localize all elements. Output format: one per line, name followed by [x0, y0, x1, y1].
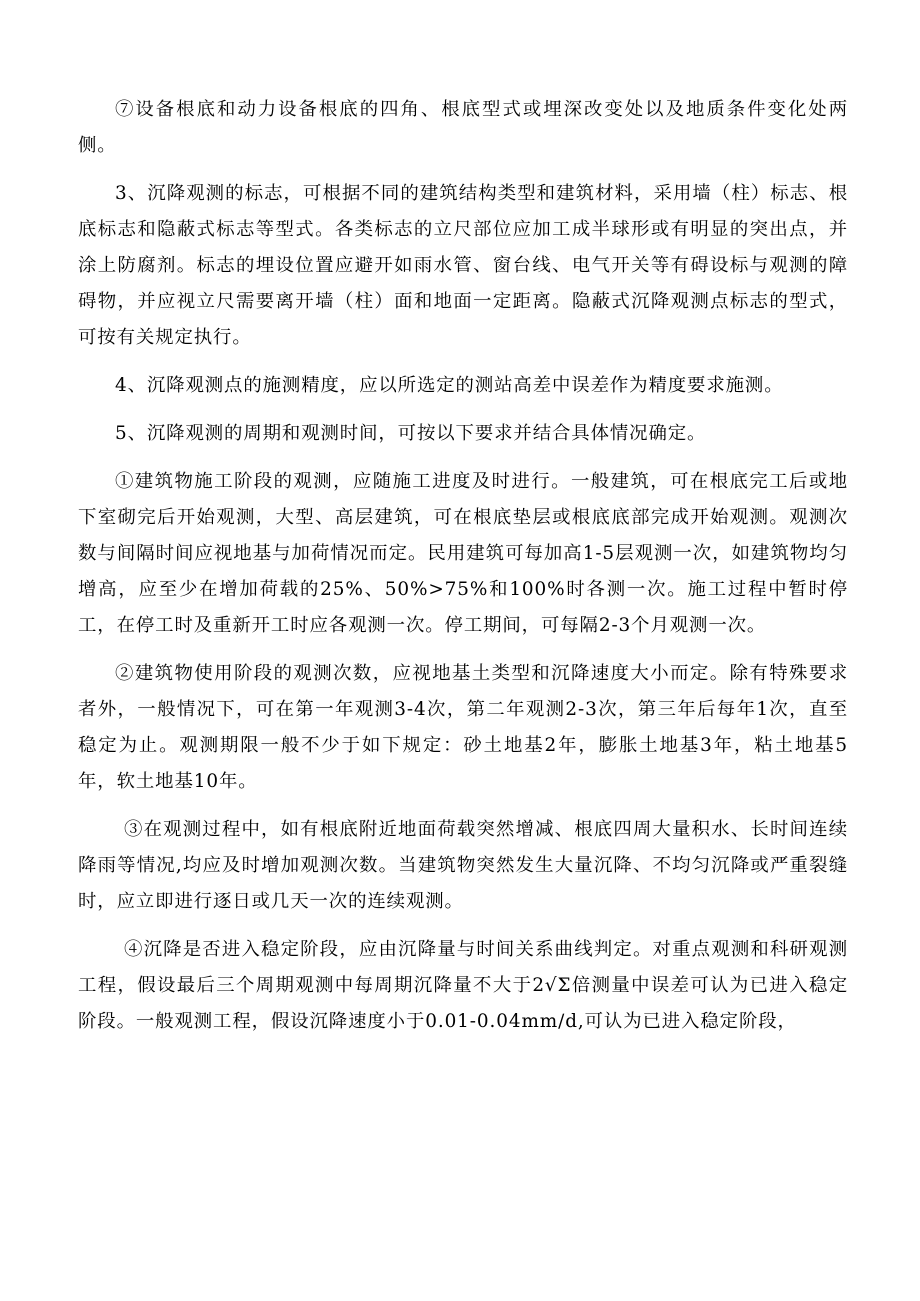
paragraph-observation-period: 5、沉降观测的周期和观测时间，可按以下要求并结合具体情况确定。 [115, 423, 707, 444]
paragraph-construction-stage: ①建筑物施工阶段的观测，应随施工进度及时进行。一般建筑，可在根底完工后或地下室砌完后开始观测，大型、高层建筑，可在根底垫层或根底底部完成开始观测。观测次数与间隔时间应视地基与加荷情况而定。民用建筑可每加高1-5层观测一次，如建筑物均匀增高，应至少在增加荷载的25%、50%>75%和100%时各测一次。施工过程中暂时停工，在停工时及重新开工时应各观测一次。停工期间，可每隔2-3个月观测一次。 [78, 471, 848, 636]
paragraph-measurement-precision: 4、沉降观测点的施测精度，应以所选定的测站高差中误差作为精度要求施测。 [115, 375, 784, 396]
paragraph-stability-judgement: ④沉降是否进入稳定阶段，应由沉降量与时间关系曲线判定。对重点观测和科研观测工程，假设最后三个周期观测中每周期沉降量不大于2√Σ倍测量中误差可认为已进入稳定阶段。一般观测工程，假设沉降速度小于0.01-0.04mm∕d,可认为已进入稳定阶段， [78, 939, 848, 1032]
paragraph-abnormal-conditions: ③在观测过程中，如有根底附近地面荷载突然增减、根底四周大量积水、长时间连续降雨等情况,均应及时增加观测次数。当建筑物突然发生大量沉降、不均匀沉降或严重裂缝时，应立即进行逐日或几天一次的连续观测。 [78, 819, 848, 912]
paragraph-usage-stage: ②建筑物使用阶段的观测次数，应视地基土类型和沉降速度大小而定。除有特殊要求者外，一般情况下，可在第一年观测3-4次，第二年观测2-3次，第三年后每年1次，直至稳定为止。观测期限一般不少于如下规定：砂土地基2年，膨胀土地基3年，粘土地基5年，软土地基10年。 [78, 663, 848, 792]
document-body [78, 92, 848, 1052]
paragraph-settlement-markers: 3、沉降观测的标志，可根据不同的建筑结构类型和建筑材料，采用墙（柱）标志、根底标志和隐蔽式标志等型式。各类标志的立尺部位应加工成半球形或有明显的突出点，并涂上防腐剂。标志的埋设位置应避开如雨水管、窗台线、电气开关等有碍设标与观测的障碍物，并应视立尺需要离开墙（柱）面和地面一定距离。隐蔽式沉降观测点标志的型式，可按有关规定执行。 [78, 183, 848, 348]
paragraph-item-7-foundation-corners: ⑦设备根底和动力设备根底的四角、根底型式或埋深改变处以及地质条件变化处两侧。 [78, 99, 848, 156]
